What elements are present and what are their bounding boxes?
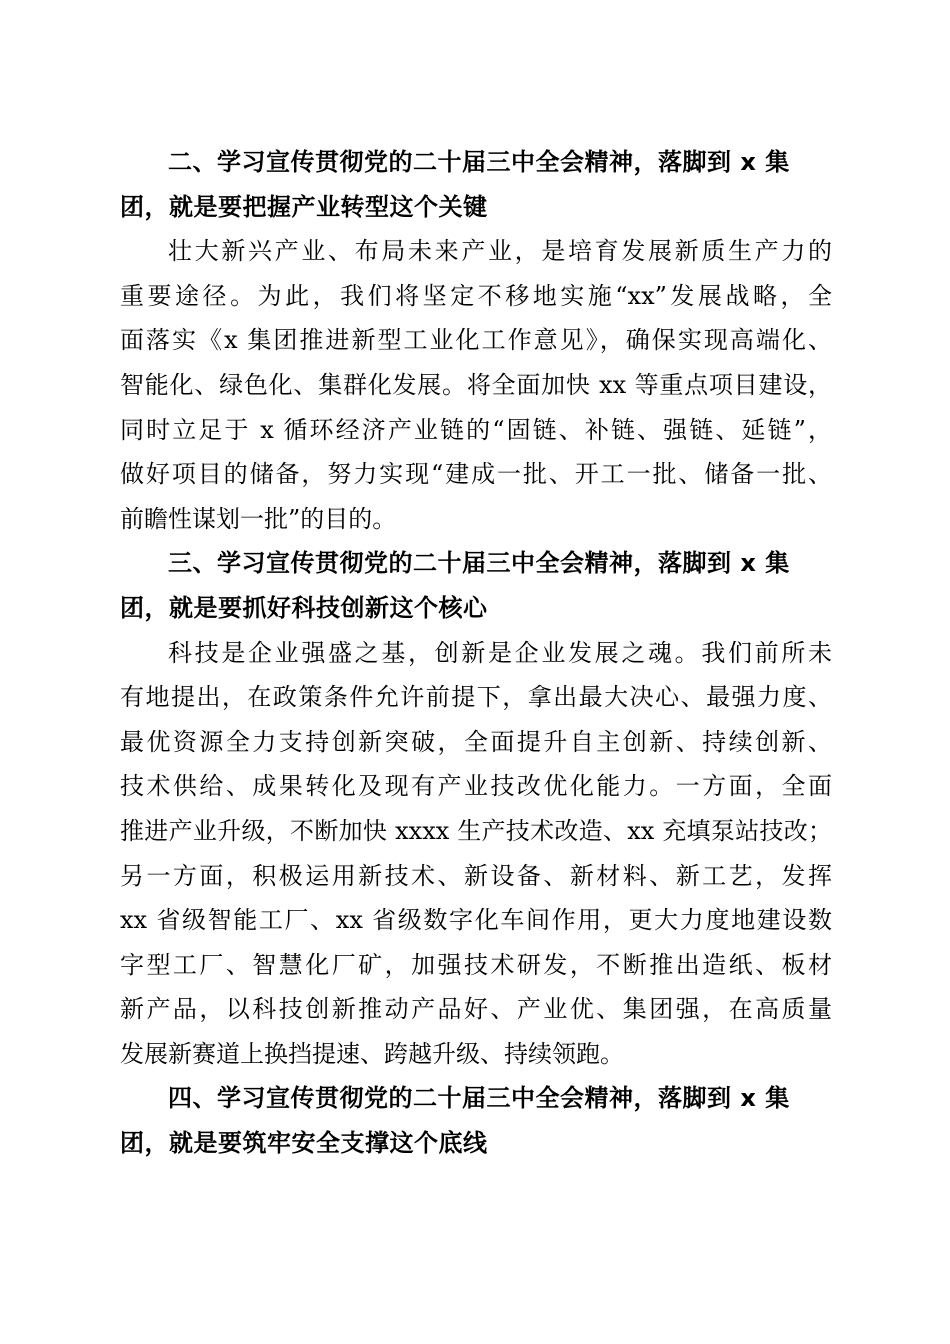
section-heading-3 xyxy=(120,541,832,630)
heading-line: 团，就是要抓好科技创新这个核心 xyxy=(120,593,488,622)
paragraph-line: 面落实《x 集团推进新型工业化工作意见》，确保实现高端化、 xyxy=(120,326,832,355)
paragraph-line: 科技是企业强盛之基，创新是企业发展之魂。我们前所未 xyxy=(168,638,832,667)
paragraph-line: 技术供给、成果转化及现有产业技改优化能力。一方面，全面 xyxy=(120,772,832,801)
paragraph-line: 壮大新兴产业、布局未来产业，是培育发展新质生产力的 xyxy=(168,237,832,266)
section-heading-2 xyxy=(120,140,832,229)
paragraph-line: xx 省级智能工厂、xx 省级数字化车间作用，更大力度地建设数 xyxy=(120,906,832,935)
heading-line: 四、学习宣传贯彻党的二十届三中全会精神，落脚到 x 集 xyxy=(168,1084,790,1113)
section-paragraph-2 xyxy=(120,229,832,541)
paragraph-line: 另一方面，积极运用新技术、新设备、新材料、新工艺，发挥 xyxy=(120,861,832,890)
paragraph-line: 前瞻性谋划一批”的目的。 xyxy=(120,504,397,533)
paragraph-line: 有地提出，在政策条件允许前提下，拿出最大决心、最强力度、 xyxy=(120,683,832,712)
section-paragraph-3 xyxy=(120,631,832,1077)
heading-line: 团，就是要筑牢安全支撑这个底线 xyxy=(120,1129,488,1158)
paragraph-line: 字型工厂、智慧化厂矿，加强技术研发，不断推出造纸、板材 xyxy=(120,950,832,979)
document-body xyxy=(120,140,832,1166)
heading-line: 三、学习宣传贯彻党的二十届三中全会精神，落脚到 x 集 xyxy=(168,549,790,578)
paragraph-line: 重要途径。为此，我们将坚定不移地实施“xx”发展战略，全 xyxy=(120,281,832,310)
paragraph-line: 推进产业升级，不断加快 xxxx 生产技术改造、xx 充填泵站技改； xyxy=(120,816,832,845)
paragraph-line: 新产品，以科技创新推动产品好、产业优、集团强，在高质量 xyxy=(120,995,832,1024)
paragraph-line: 同时立足于 x 循环经济产业链的“固链、补链、强链、延链”， xyxy=(120,415,832,444)
paragraph-line: 智能化、绿色化、集群化发展。将全面加快 xx 等重点项目建设， xyxy=(120,370,832,399)
paragraph-line: 做好项目的储备，努力实现“建成一批、开工一批、储备一批、 xyxy=(120,460,832,489)
section-heading-4 xyxy=(120,1076,832,1165)
paragraph-line: 发展新赛道上换挡提速、跨越升级、持续领跑。 xyxy=(120,1039,624,1068)
heading-line: 团，就是要把握产业转型这个关键 xyxy=(120,192,488,221)
paragraph-line: 最优资源全力支持创新突破，全面提升自主创新、持续创新、 xyxy=(120,727,832,756)
heading-line: 二、学习宣传贯彻党的二十届三中全会精神，落脚到 x 集 xyxy=(168,148,790,176)
